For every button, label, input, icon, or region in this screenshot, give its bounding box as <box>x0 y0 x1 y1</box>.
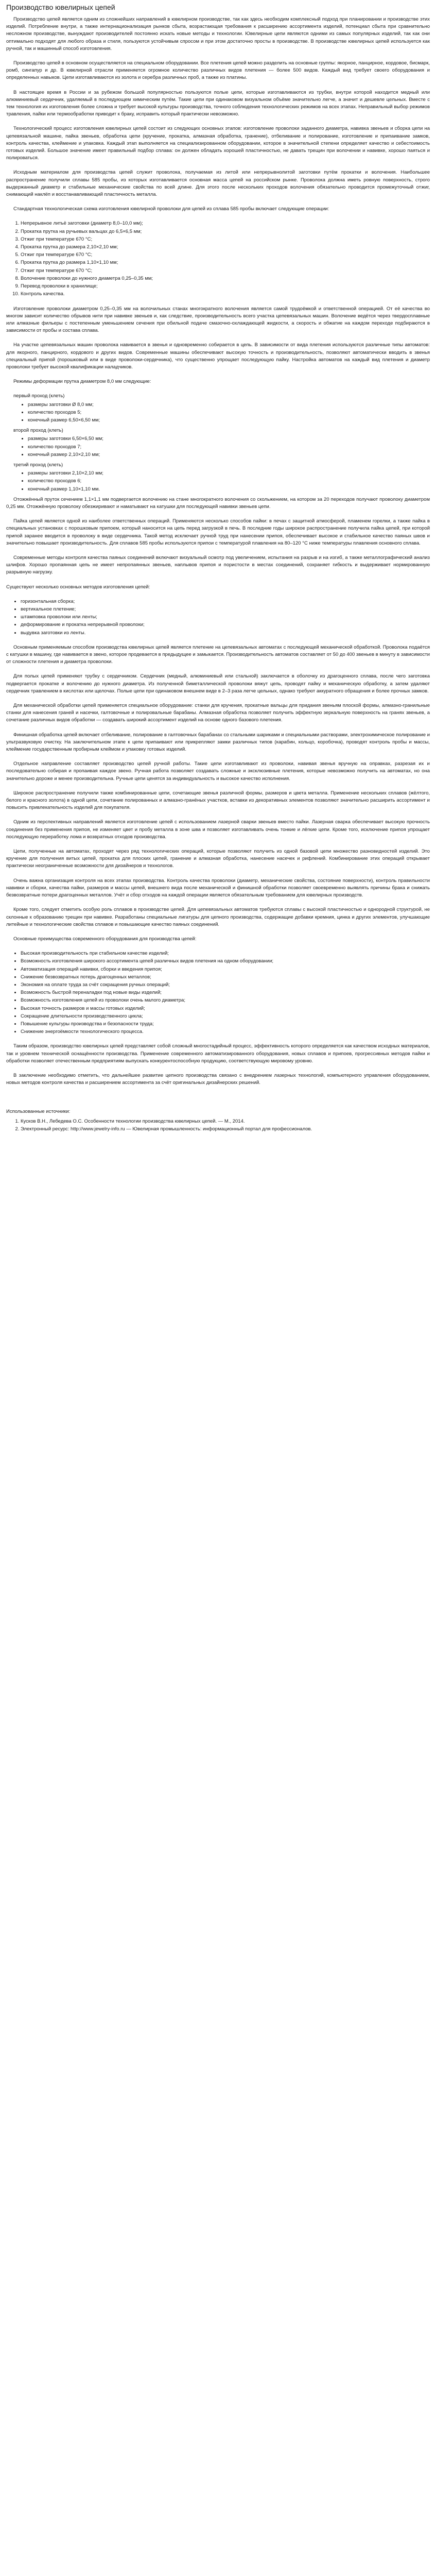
params-intro: Режимы деформации прутка диаметром 8,0 мм следующие: <box>13 379 151 385</box>
list-item: 6. Прокатка прутка до размера 1,10×1,10 мм; <box>21 259 430 266</box>
paragraph: На участке цепевязальных машин проволока навивается в звенья и одновременно собирается в цепь. В зависимости от вида плетения используются различные типы автоматов: для якорного, панцирного, кордового и других видов. Современные машины обеспечивают высокую точность и производительность, позволяют автоматически вводить в звенья специальный припой (порошковый или в виде проволоки-сердечника), что существенно упрощает последующую пайку. Настройка автоматов на каждый вид плетения и диаметр проволоки требует высокой квалификации наладчиков. <box>6 342 430 370</box>
paragraph: Исходным материалом для производства цепей служит проволока, получаемая из литой или непрерывнолитой заготовки путём прокатки и волочения. Наибольшее распространение получили сплавы 585 пробы, из которых изготавливается основная масса цепей на российском рынке. Проволока должна иметь ровную поверхность, строго выдержанный диаметр и стабильные механические свойства по всей длине. Для этого после нескольких проходов волочения обязательно проводится промежуточный отжиг, снимающий наклёп и восстанавливающий пластичность металла. <box>6 170 430 198</box>
list-item: • Повышение культуры производства и безопасности труда; <box>21 1021 430 1028</box>
paragraph: Отдельное направление составляет производство цепей ручной работы. Такие цепи изготавливают из проволоки, навивая звенья вручную на оправках, разрезая их и последовательно собирая и пропаивая каждое звено. Ручная работа позволяет создавать сложные и эксклюзивные плетения, которые невозможно получить на автоматах, но она значительно дороже и менее производительна. Ручные цепи ценятся за индивидуальность и высокое качество исполнения. <box>6 761 430 782</box>
list-item: • горизонтальная сборка; <box>21 598 430 605</box>
list-item: • Снижение энергоёмкости технологического процесса. <box>21 1028 430 1036</box>
paragraph: Основным применяемым способом производства ювелирных цепей является плетение на цепевязальных автоматах с последующей механической обработкой. Проволока подаётся с катушки в машину, где навивается в звено, которое продевается в предыдущее и замыкается. Производительность автоматов составляет от 50 до 400 звеньев в минуту в зависимости от сложности плетения и диаметра проволоки. <box>6 644 430 665</box>
paragraph: Для полых цепей применяют трубку с сердечником. Сердечник (медный, алюминиевый или стальной) заключается в оболочку из драгоценного сплава, после чего заготовка подвергается прокатке и волочению до нужного диаметра. Из полученной биметаллической проволоки вяжут цепь, проводят пайку и механическую обработку, а затем удаляют сердечник травлением в кислотах или щелочах. Полые цепи при одинаковом внешнем виде в 2–3 раза легче цельных, однако требуют аккуратного обращения и более прочных замков. <box>6 673 430 694</box>
paragraph: Отожжённый пруток сечением 1,1×1,1 мм подвергается волочению на стане многократного волочения со скольжением, на котором за 20 переходов получают проволоку диаметром 0,25 мм. Отожжённую проволоку обезжиривают и наматывают на катушки для последующей навивки звеньев цепи. <box>6 496 430 510</box>
list-item: • количество проходов 6; <box>28 478 430 485</box>
paragraph: Очень важна организация контроля на всех этапах производства. Контроль качества проволоки (диаметр, механические свойства, состояние поверхности), контроль правильности навивки и сборки, качества пайки, размеров и массы цепей, внешнего вида после механической и финишной обработки позволяет своевременно выявлять причины брака и снижать безвозвратные потери драгоценных металлов. Учёт и сбор отходов на каждой операции является обязательным требованием для ювелирных производств. <box>6 877 430 899</box>
list-item: • Автоматизация операций навивки, сборки и введения припоя; <box>21 966 430 973</box>
methods-list <box>6 598 430 637</box>
spacer <box>6 1094 430 1108</box>
paragraph: Технологический процесс изготовления ювелирных цепей состоит из следующих основных этапов: изготовление проволоки заданного диаметра, навивка звеньев и сборка цепи на цепевязальной машине, пайка звеньев, обработка цепи (кручение, прокатка, алмазная обработка, гранение), отбеливание и полирование, изготовление и припаивание замков, контроль качества, клеймение и упаковка. Каждый этап выполняется на специализированном оборудовании, которое в значительной степени определяет качество и себестоимость готовых изделий. Большое значение имеет правильный подбор сплава: он должен обладать хорошей пластичностью, не давать трещин при волочении и навивке, хорошо паяться и полироваться. <box>6 126 430 161</box>
list-item: • количество проходов 5; <box>28 409 430 416</box>
params-group-list <box>6 435 430 459</box>
methods-intro: Существуют несколько основных методов изготовления цепей: <box>6 584 150 590</box>
page-title: Производство ювелирных цепей <box>6 3 115 11</box>
list-item: 4. Прокатка прутка до размера 2,10×2,10 мм; <box>21 244 430 251</box>
list-item: • вертикальное плетение; <box>21 606 430 613</box>
paragraph: Современные методы контроля качества паяных соединений включают визуальный осмотр под увеличением, испытания на разрыв и на изгиб, а также металлографический анализ шлифов. Хорошо пропаянная цепь не имеет непропаянных звеньев, наплывов припоя и пористости в местах соединений, сохраняет гибкость и выдерживает нормированную разрывную нагрузку. <box>6 554 430 575</box>
sources-list <box>6 1118 430 1133</box>
advantages-intro: Основные преимущества современного оборудования для производства цепей: <box>13 936 197 942</box>
source-item: 1. Кусков В.Н., Лебедева О.С. Особенности технологии производства ювелирных цепей. — М., 2014. <box>21 1118 430 1125</box>
list-item: • Снижение безвозвратных потерь драгоценных металлов; <box>21 974 430 981</box>
list-item: 5. Отжиг при температуре 670 °С; <box>21 251 430 259</box>
params-group-title: первый проход (клеть) <box>13 393 65 399</box>
steps-intro: Стандартная технологическая схема изготовления ювелирной проволоки для цепей из сплава 585 пробы включает следующие операции: <box>13 206 329 212</box>
list-item: • Возможность быстрой переналадки под новые виды изделий; <box>21 989 430 996</box>
paragraph: Одним из перспективных направлений является изготовление цепей с использованием лазерной сварки звеньев вместо пайки. Лазерная сварка обеспечивает высокую прочность соединения без применения припоя, не изменяет цвет и пробу металла в зоне шва и позволяет изготавливать очень тонкие и лёгкие цепи. Кроме того, исключение припоя упрощает последующую переработку лома и возвратных отходов производства. <box>6 819 430 840</box>
advantages-list <box>6 950 430 1036</box>
paragraph: Пайка цепей является одной из наиболее ответственных операций. Применяются несколько способов пайки: в печах с защитной атмосферой, пламенем горелки, а также пайка в специальных установках с порошковым припоем, который наносится на цепь перед загрузкой в печь. В последние годы широкое распространение получила пайка цепей, при которой припой заранее вводится в проволоку в виде сердечника. Такой метод исключает ручной труд при нанесении припоя, обеспечивает высокое и стабильное качество паяных швов и значительно повышает производительность. Для сплавов 585 пробы используются припои с температурой плавления на 80–120 °С ниже температуры плавления основного сплава. <box>6 518 430 546</box>
list-item: 9. Перевод проволоки в хранилище; <box>21 283 430 290</box>
list-item: 8. Волочение проволоки до нужного диаметра 0,25–0,35 мм; <box>21 275 430 282</box>
list-item: • деформирование и прокатка непрерывной проволоки; <box>21 621 430 629</box>
list-item: • Возможность изготовления цепей из проволоки очень малого диаметра; <box>21 997 430 1004</box>
intro-section <box>6 16 430 198</box>
list-item: 1. Непрерывное литьё заготовки (диаметр 8,0–10,0 мм); <box>21 220 430 227</box>
list-item: • Сокращение длительности производственного цикла; <box>21 1013 430 1020</box>
params-group-title: третий проход (клеть) <box>13 462 63 468</box>
paragraph: Цепи, полученные на автоматах, проходят через ряд технологических операций, которые позволяют получить из одной базовой цепи множество разновидностей изделий. Это кручение для получения витых цепей, прокатка для плоских цепей, гранение и алмазная обработка, нанесение насечек и рифлений. Комбинирование этих операций открывает практически неограниченные возможности для дизайнеров и технологов. <box>6 849 430 869</box>
paragraph: В заключение необходимо отметить, что дальнейшее развитие цепного производства связано с внедрением лазерных технологий, компьютерного управления оборудованием, новых методов контроля качества и расширением ассортимента за счёт оригинальных дизайнерских решений. <box>6 1072 430 1086</box>
list-item: • выдувка заготовки из ленты. <box>21 630 430 637</box>
paragraph: В настоящее время в России и за рубежом большой популярностью пользуются полые цепи, которые изготавливаются из трубки, внутри которой находится медный или алюминиевый сердечник, удаляемый в последующем химическим путём. Такие цепи при одинаковом визуальном объёме значительно легче, а значит и дешевле цельных. Вместе с тем технология их изготовления более сложна и требует высокой культуры производства, точного соблюдения технологических режимов на всех этапах. Неправильный выбор режимов травления, пайки или термообработки приводит к браку, исправить который практически невозможно. <box>6 89 430 117</box>
params-group-title: второй проход (клеть) <box>13 428 63 434</box>
list-item: • Возможность изготовления широкого ассортимента цепей различных видов плетения на одном оборудовании; <box>21 958 430 965</box>
list-item: 3. Отжиг при температуре 670 °С; <box>21 236 430 243</box>
paragraph: Производство цепей в основном осуществляется на специальном оборудовании. Все плетения цепей можно разделить на основные группы: якорное, панцирное, кордовое, бисмарк, ромб, сингапур и др. В ювелирной отрасли применяется огромное количество различных видов плетения — более 500 видов. Каждый вид требует своего оборудования и определенных навыков. Цепи изготавливаются из золота и серебра различных проб, а также из платины. <box>6 60 430 81</box>
params-group-list <box>6 470 430 493</box>
paragraph: Изготовление проволоки диаметром 0,25–0,35 мм на волочильных станах многократного волочения является самой трудоёмкой и ответственной операцией. От её качества во многом зависит количество обрывов нити при навивке звеньев и, как следствие, производительность всего участка цепевязальных машин. Волочение ведётся через твердосплавные или алмазные фильеры с постепенным уменьшением сечения при обильной подаче смазочно-охлаждающей жидкости, а скорость и обжатие на каждом переходе подбираются в зависимости от пробы и состава сплава. <box>6 306 430 334</box>
list-item: 2. Прокатка прутка на ручьевых вальцах до 6,5×6,5 мм; <box>21 228 430 235</box>
list-item: • конечный размер 2,10×2,10 мм; <box>28 451 430 459</box>
list-item: • Экономия на оплате труда за счёт сокращения ручных операций; <box>21 981 430 989</box>
paragraph: Производство цепей является одним из сложнейших направлений в ювелирном производстве, так как здесь необходим комплексный подход при планировании и производстве этих изделий. Потребление внутри, а также интернационализация рынков сбыта, возрастающая требования к расширению ассортимента изделий, потенциал сбыта при сравнительно несложном производстве, вынуждают производителей постоянно искать новые методы и технологии. Ювелирные цепи являются одними из самых популярных изделий, так как они оптимально подходят для любого образа и стиля, пользуются устойчивым спросом и при этом достаточно просты в производстве. В производстве ювелирных цепей используется как ручной, так и машинный способ изготовления. <box>6 16 430 52</box>
paragraph: Кроме того, следует отметить особую роль сплавов в производстве цепей. Для цепевязальных автоматов требуются сплавы с высокой пластичностью и однородной структурой, не склонные к образованию трещин при навивке. Разработаны специальные лигатуры для цепного производства, содержащие добавки кремния, цинка и других элементов, улучшающие литейные и технологические свойства сплавов и повышающие качество паяных соединений. <box>6 907 430 927</box>
article <box>0 0 436 1161</box>
steps-list <box>6 220 430 298</box>
paragraph: Широкое распространение получили также комбинированные цепи, сочетающие звенья различной формы, размеров и цвета металла. Применение нескольких сплавов (жёлтого, белого и красного золота) в одной цепи, сочетание полированных и алмазно-гранёных участков, вставки из декоративных элементов позволяют значительно расширить ассортимент и повысить привлекательность изделий для покупателя. <box>6 790 430 811</box>
list-item: • количество проходов 7; <box>28 444 430 451</box>
sources-title: Использованные источники: <box>6 1109 71 1115</box>
list-item: 7. Отжиг при температуре 670 °С; <box>21 267 430 275</box>
list-item: • размеры заготовки 6,50×6,50 мм; <box>28 435 430 443</box>
list-item: • Высокая производительность при стабильном качестве изделий; <box>21 950 430 957</box>
list-item: • размеры заготовки Ø 8,0 мм; <box>28 401 430 409</box>
list-item: • конечный размер 1,10×1,10 мм. <box>28 486 430 493</box>
params-group-list <box>6 401 430 425</box>
paragraph: Финишная обработка цепей включает отбеливание, полирование в галтовочных барабанах со стальными шариками и специальными растворами, электрохимическое полирование и ультразвуковую очистку. На заключительном этапе к цепи припаивают или прикрепляют замки различных типов (карабин, кольцо, коробочка), проводят контроль пробы и массы, клеймение государственным пробирным клеймом и упаковку готовых изделий. <box>6 732 430 753</box>
source-link[interactable]: Электронный ресурс: http://www.jewelry-info.ru — Ювелирная промышленность: информационный портал для профессионалов. <box>21 1126 312 1132</box>
paragraph: Для механической обработки цепей применяется специальное оборудование: станки для кручения, прокатные вальцы для придания звеньям плоской формы, алмазно-гранильные станки для нанесения граней и насечки, галтовочные и полировальные барабаны. Алмазная обработка позволяет получить эффектную зеркальную поверхность на гранях звеньев, а сочетание различных видов обработки — создавать широкий ассортимент изделий на основе одного базового плетения. <box>6 703 430 723</box>
source-item[interactable] <box>21 1126 430 1133</box>
list-item: • размеры заготовки 2,10×2,10 мм; <box>28 470 430 477</box>
list-item: • конечный размер 6,50×6,50 мм; <box>28 417 430 424</box>
paragraph: Таким образом, производство ювелирных цепей представляет собой сложный многостадийный процесс, эффективность которого определяется как качеством исходных материалов, так и уровнем технической оснащённости производства. Применение современного автоматизированного оборудования, новых сплавов и припоев, прогрессивных методов пайки и обработки позволяет отечественным предприятиям выпускать конкурентоспособную продукцию, соответствующую мировому уровню. <box>6 1043 430 1064</box>
list-item: 10. Контроль качества. <box>21 291 430 298</box>
list-item: • Высокая точность размеров и массы готовых изделий; <box>21 1005 430 1012</box>
list-item: • штамповка проволоки или ленты; <box>21 614 430 621</box>
